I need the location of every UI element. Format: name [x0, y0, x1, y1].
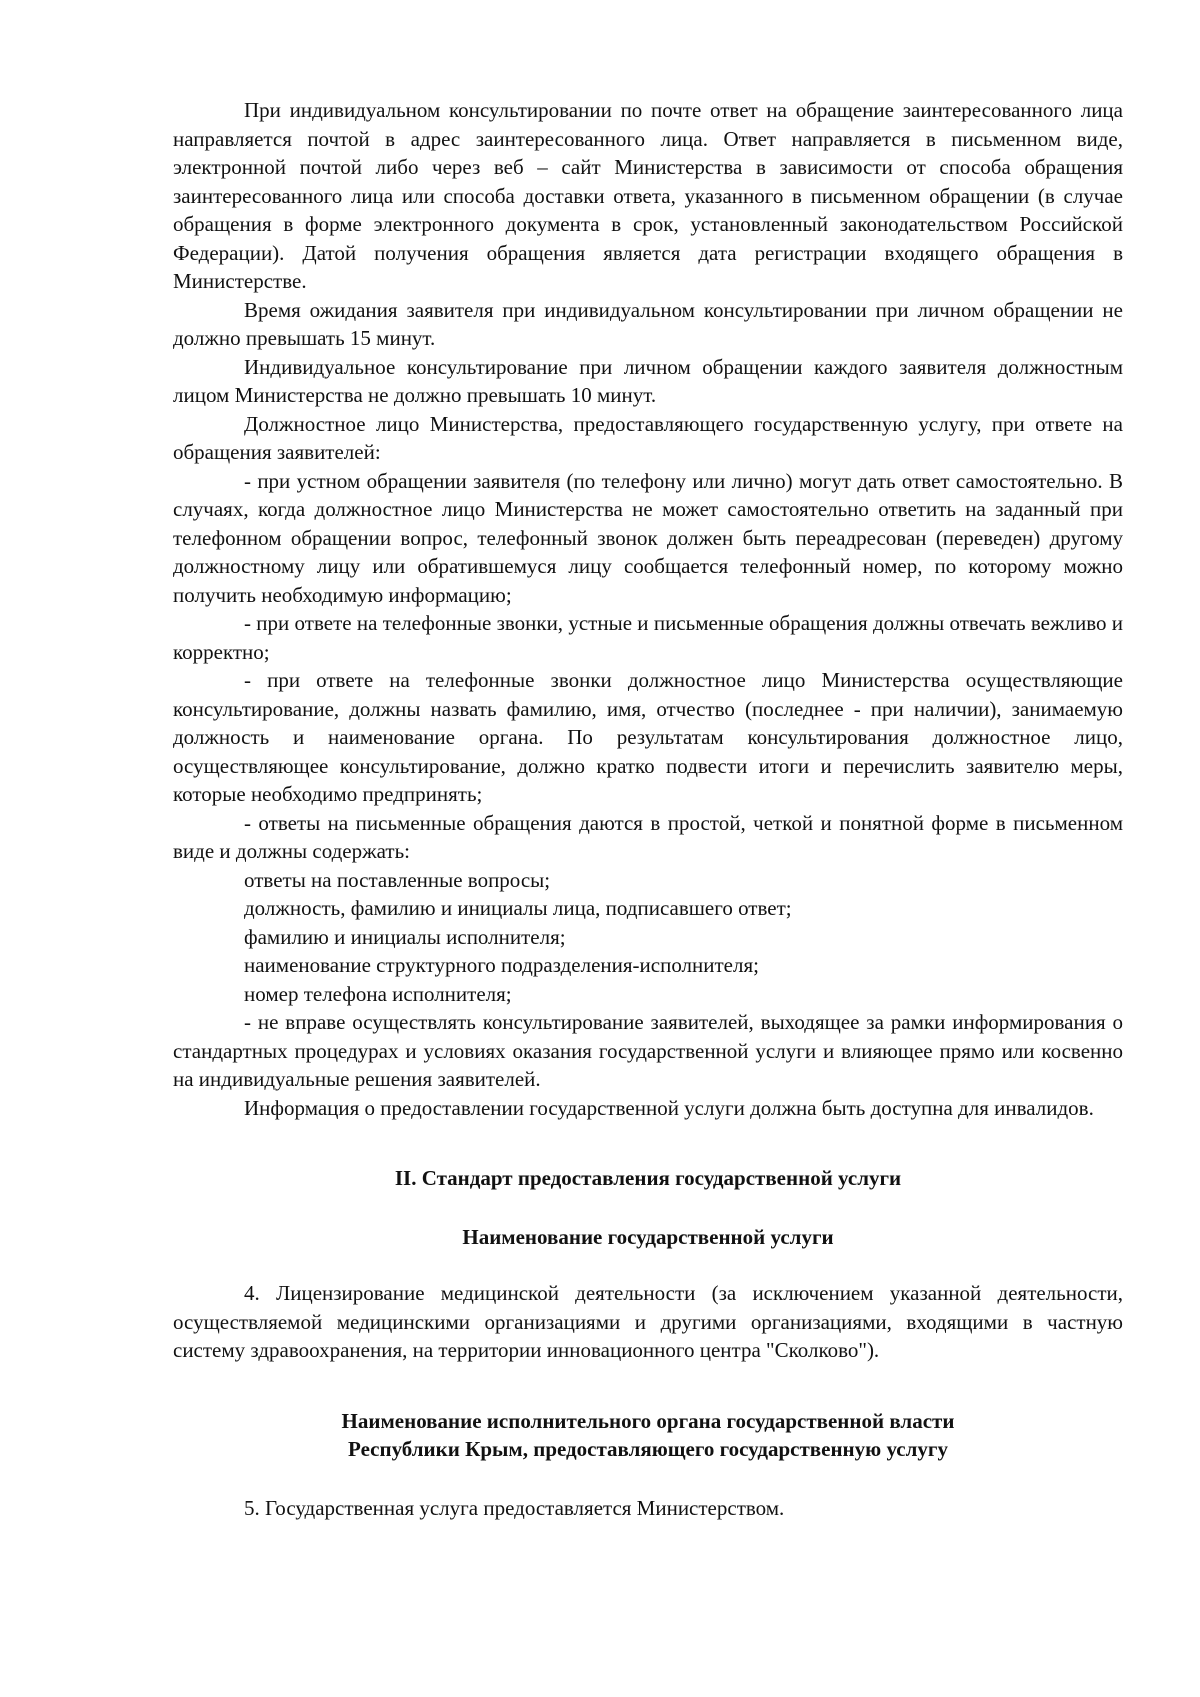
paragraph: При индивидуальном консультировании по почте ответ на обращение заинтересованного лица направляется почтой в адрес заинтересованного лица. Ответ направляется в письменном виде, электронной почтой либо через веб – сайт Министерства в зависимости от способа обращения заинтересованного лица или способа доставки ответа, указанного в письменном обращении (в случае обращения в форме электронного документа в срок, установленный законодательством Российской Федерации). Датой получения обращения является дата регистрации входящего обращения в Министерстве.: [173, 98, 1123, 293]
subheading-executive-body: [173, 1407, 1123, 1464]
paragraph: Должностное лицо Министерства, предоставляющего государственную услугу, при ответе на обращения заявителей:: [173, 411, 1123, 464]
paragraph: - при ответе на телефонные звонки должностное лицо Министерства осуществляющие консультирование, должны назвать фамилию, имя, отчество (последнее - при наличии), занимаемую должность и наименование органа. По результатам консультирования должностное лицо, осуществляющее консультирование, должно кратко подвести итоги и перечислить заявителю меры, которые необходимо предпринять;: [173, 668, 1123, 806]
paragraph: Время ожидания заявителя при индивидуальном консультировании при личном обращении не должно превышать 15 минут.: [173, 297, 1123, 350]
item-4-paragraph: 4. Лицензирование медицинской деятельности (за исключением указанной деятельности, осуществляемой медицинскими организациями и другими организациями, входящими в частную систему здравоохранения, на территории инновационного центра "Сколково").: [173, 1281, 1123, 1362]
list-item: фамилию и инициалы исполнителя;: [244, 924, 566, 949]
list-item: ответы на поставленные вопросы;: [244, 867, 551, 892]
paragraph: Информация о предоставлении государственной услуги должна быть доступна для инвалидов.: [244, 1095, 1094, 1120]
document-body: [173, 96, 1123, 1522]
list-item: наименование структурного подразделения-исполнителя;: [244, 953, 759, 977]
subheading-line: Республики Крым, предоставляющего государственную услугу: [348, 1437, 948, 1461]
list-item: должность, фамилию и инициалы лица, подписавшего ответ;: [244, 896, 792, 920]
paragraph: - при устном обращении заявителя (по телефону или лично) могут дать ответ самостоятельно. В случаях, когда должностное лицо Министерства не может самостоятельно ответить на заданный при телефонном обращении вопрос, телефонный звонок должен быть переадресован (переведен) другому должностному лицу или обратившемуся лицу сообщается телефонный номер, по которому можно получить необходимую информацию;: [173, 468, 1123, 607]
subheading-service-name: Наименование государственной услуги: [462, 1224, 834, 1249]
item-5-paragraph: 5. Государственная услуга предоставляется Министерством.: [244, 1495, 785, 1520]
paragraph: - ответы на письменные обращения даются в простой, четкой и понятной форме в письменном виде и должны содержать:: [173, 810, 1123, 863]
paragraph: Индивидуальное консультирование при личном обращении каждого заявителя должностным лицом Министерства не должно превышать 10 минут.: [173, 354, 1123, 407]
list-item: номер телефона исполнителя;: [244, 981, 512, 1006]
section-heading: II. Стандарт предоставления государственной услуги: [394, 1166, 902, 1190]
paragraph: - при ответе на телефонные звонки, устные и письменные обращения должны отвечать вежливо и корректно;: [173, 611, 1123, 664]
paragraph: - не вправе осуществлять консультирование заявителей, выходящее за рамки информирования о стандартных процедурах и условиях оказания государственной услуги и влияющее прямо или косвенно на индивидуальные решения заявителей.: [173, 1010, 1123, 1091]
subheading-line: Наименование исполнительного органа государственной власти: [341, 1408, 955, 1433]
